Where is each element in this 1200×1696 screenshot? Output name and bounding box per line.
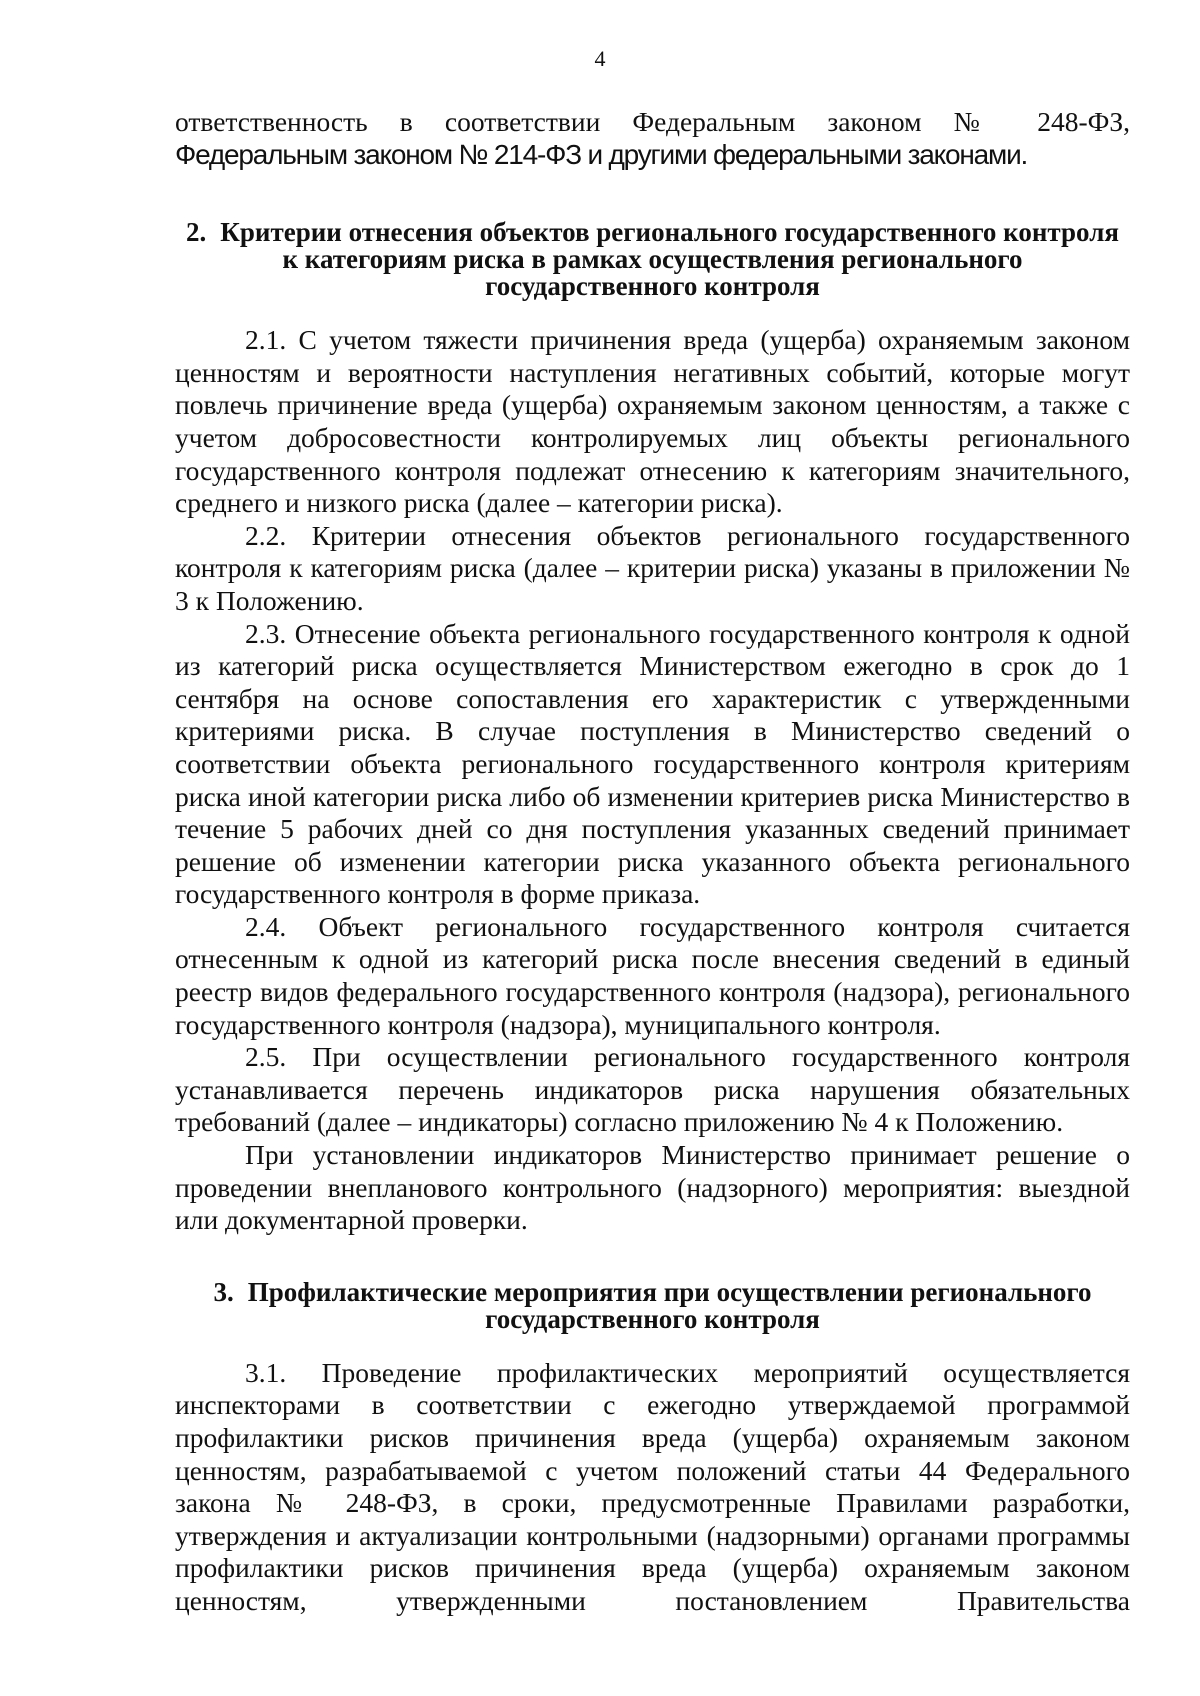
section-2-heading (175, 219, 1130, 300)
section-2-number: 2. (186, 217, 207, 248)
top-paragraph-line-1: ответственность в соответствии Федеральным законом № 248-ФЗ, (175, 106, 1130, 137)
paragraph-2-1: 2.1. С учетом тяжести причинения вреда (ущерба) охраняемым законом ценностям и вероятности наступления негативных событий, которые могут повлечь причинение вреда (ущерба) охраняемым законом ценностям, а также с учетом добросовестности контролируемых лиц объекты регионального государственного контроля подлежат отнесению к категориям значительного, среднего и низкого риска (далее – категории риска). (175, 324, 1130, 519)
paragraph-3-1: 3.1. Проведение профилактических мероприятий осуществляется инспекторами в соответствии с ежегодно утверждаемой программой профилактики рисков причинения вреда (ущерба) охраняемым законом ценностям, разрабатываемой с учетом положений статьи 44 Федерального закона № 248-ФЗ, в сроки, предусмотренные Правилами разработки, утверждения и актуализации контрольными (надзорными) органами программы профилактики рисков причинения вреда (ущерба) охраняемым законом ценностям, утвержденными постановлением Правительства (175, 1356, 1130, 1616)
paragraph-2-3: 2.3. Отнесение объекта регионального государственного контроля к одной из категорий риска осуществляется Министерством ежегодно в срок до 1 сентября на основе сопоставления его характеристик с утвержденными критериями риска. В случае поступления в Министерство сведений о соответствии объекта регионального государственного контроля критериям риска иной категории риска либо об изменении критериев риска Министерство в течение 5 рабочих дней со дня поступления указанных сведений принимает решение об изменении категории риска указанного объекта регионального государственного контроля в форме приказа. (175, 617, 1130, 910)
paragraph-2-2: 2.2. Критерии отнесения объектов регионального государственного контроля к категориям риска (далее – критерии риска) указаны в приложении № 3 к Положению. (175, 519, 1130, 616)
document-body (175, 106, 1130, 1618)
section-2-title: Критерии отнесения объектов регионального государственного контроля к категориям риска в рамках осуществления регионального государственного контроля (220, 217, 1119, 302)
paragraph-2-4: 2.4. Объект регионального государственного контроля считается отнесенным к одной из категорий риска после внесения сведений в единый реестр видов федерального государственного контроля (надзора), регионального государственного контроля (надзора), муниципального контроля. (175, 910, 1130, 1040)
section-3-title: Профилактические мероприятия при осуществлении регионального государственного контроля (247, 1276, 1092, 1334)
paragraph-2-5-continued: При установлении индикаторов Министерство принимает решение о проведении внепланового контрольного (надзорного) мероприятия: выездной или документарной проверки. (175, 1139, 1130, 1236)
paragraph-2-5: 2.5. При осуществлении регионального государственного контроля устанавливается перечень индикаторов риска нарушения обязательных требований (далее – индикаторы) согласно приложению № 4 к Положению. (175, 1041, 1130, 1138)
section-3-heading (175, 1276, 1130, 1334)
page-number: 4 (594, 46, 606, 71)
section-3-number: 3. (213, 1276, 234, 1307)
top-paragraph-line-2: Федеральным законом № 214-ФЗ и другими федеральными законами. (175, 138, 1028, 170)
